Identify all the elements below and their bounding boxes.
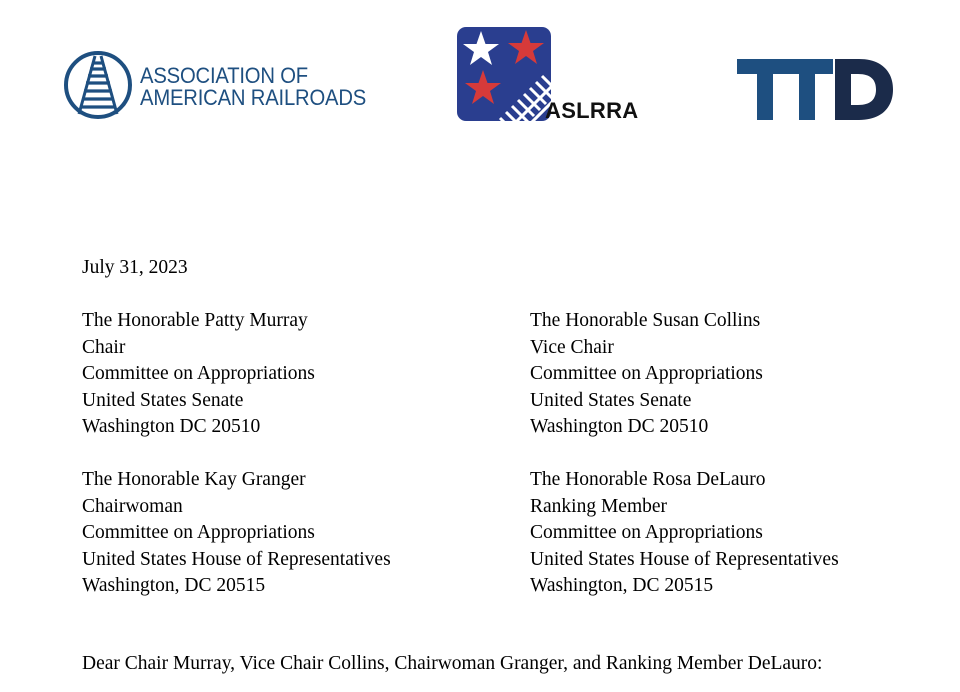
addressee-title: Ranking Member bbox=[530, 495, 668, 517]
addressee-city: Washington DC 20510 bbox=[82, 416, 261, 437]
addressee-block-delauro bbox=[530, 467, 839, 600]
addressee-block-collins bbox=[530, 308, 763, 441]
addressee-block-murray bbox=[82, 308, 315, 441]
addressee-chamber: United States House of Representatives bbox=[530, 548, 839, 570]
aar-logo-line2: AMERICAN RAILROADS bbox=[140, 85, 367, 110]
aar-logo bbox=[62, 48, 392, 122]
addressee-name: The Honorable Kay Granger bbox=[82, 469, 306, 490]
addressee-chamber: United States Senate bbox=[530, 389, 692, 411]
addressee-block-granger bbox=[82, 467, 391, 600]
railroad-track-circle-icon bbox=[62, 48, 136, 122]
addressee-committee: Committee on Appropriations bbox=[530, 522, 763, 543]
letter-date: July 31, 2023 bbox=[82, 257, 188, 278]
addressee-title: Chair bbox=[82, 336, 126, 358]
addressee-chamber: United States House of Representatives bbox=[82, 548, 391, 570]
aslrra-logo-text: ASLRRA bbox=[545, 98, 639, 123]
addressee-committee: Committee on Appropriations bbox=[82, 363, 315, 384]
addressee-committee: Committee on Appropriations bbox=[82, 522, 315, 543]
addressee-row-house bbox=[82, 467, 922, 600]
addressee-name: The Honorable Patty Murray bbox=[82, 310, 308, 331]
addressee-name: The Honorable Susan Collins bbox=[530, 310, 761, 331]
addressee-committee: Committee on Appropriations bbox=[530, 363, 763, 384]
aslrra-logo bbox=[456, 26, 639, 124]
addressee-row-senate bbox=[82, 308, 922, 441]
aar-logo-text bbox=[140, 65, 366, 109]
addressee-title: Chairwoman bbox=[82, 495, 183, 517]
ttd-logo bbox=[737, 57, 897, 123]
addressee-city: Washington DC 20510 bbox=[530, 416, 709, 437]
letter-body bbox=[82, 255, 922, 674]
addressee-city: Washington, DC 20515 bbox=[82, 575, 266, 596]
addressee-chamber: United States Senate bbox=[82, 389, 244, 411]
addressee-name: The Honorable Rosa DeLauro bbox=[530, 469, 766, 490]
addressee-city: Washington, DC 20515 bbox=[530, 575, 714, 596]
aar-logo-line1: ASSOCIATION OF bbox=[140, 63, 308, 88]
addressee-grid bbox=[82, 308, 922, 600]
addressee-title: Vice Chair bbox=[530, 336, 614, 358]
letter-salutation: Dear Chair Murray, Vice Chair Collins, Chairwoman Granger, and Ranking Member DeLauro: bbox=[82, 653, 823, 674]
ttd-logo-mark bbox=[737, 57, 897, 123]
